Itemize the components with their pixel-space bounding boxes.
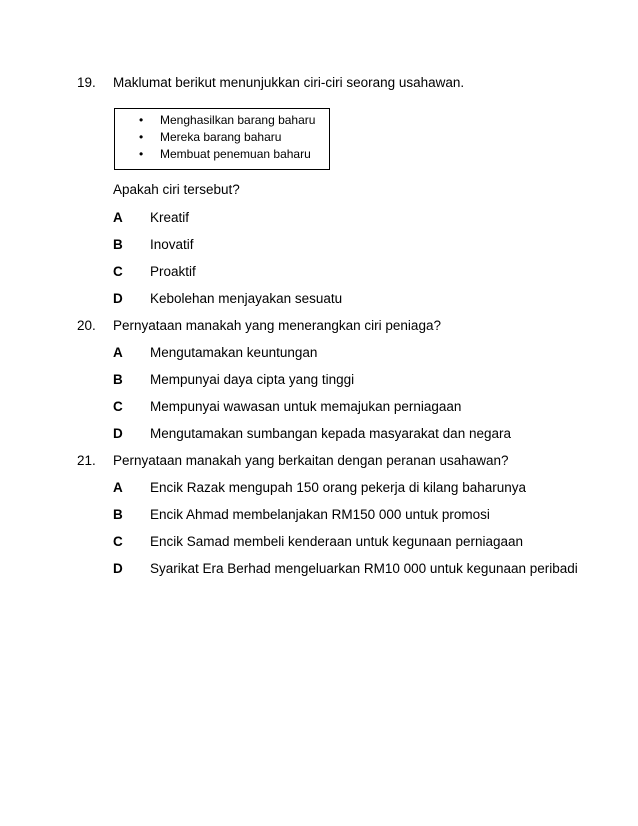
q20-option-d-text: Mengutamakan sumbangan kepada masyarakat dan negara	[150, 426, 511, 441]
bullet-icon: •	[139, 130, 144, 144]
bullet-icon: •	[139, 113, 144, 127]
q20-option-b-letter: B	[113, 372, 123, 387]
characteristics-box	[114, 108, 330, 170]
q21-option-c-text: Encik Samad membeli kenderaan untuk kegunaan perniagaan	[150, 534, 523, 549]
q19-option-c-letter: C	[113, 264, 123, 279]
q20-option-c-text: Mempunyai wawasan untuk memajukan perniagaan	[150, 399, 462, 414]
question-19-number: 19.	[77, 75, 96, 90]
q21-option-a-text: Encik Razak mengupah 150 orang pekerja di kilang baharunya	[150, 480, 526, 495]
q19-option-b-text: Inovatif	[150, 237, 194, 252]
q19-option-c-text: Proaktif	[150, 264, 196, 279]
q20-option-d-letter: D	[113, 426, 123, 441]
question-20-number: 20.	[77, 318, 96, 333]
q20-option-b-text: Mempunyai daya cipta yang tinggi	[150, 372, 355, 387]
q20-option-a-letter: A	[113, 345, 123, 360]
q21-option-d-text: Syarikat Era Berhad mengeluarkan RM10 000 untuk kegunaan peribadi	[150, 561, 578, 576]
q19-option-d-letter: D	[113, 291, 123, 306]
question-20-text: Pernyataan manakah yang menerangkan ciri peniaga?	[113, 318, 441, 333]
question-21-number: 21.	[77, 453, 96, 468]
question-19-prompt: Apakah ciri tersebut?	[113, 182, 240, 197]
q21-option-b-text: Encik Ahmad membelanjakan RM150 000 untuk promosi	[150, 507, 490, 522]
q21-option-a-letter: A	[113, 480, 123, 495]
q21-option-d-letter: D	[113, 561, 123, 576]
q21-option-b-letter: B	[113, 507, 123, 522]
bullet-icon: •	[139, 147, 144, 161]
q19-option-a-letter: A	[113, 210, 123, 225]
q20-option-a-text: Mengutamakan keuntungan	[150, 345, 318, 360]
q19-option-a-text: Kreatif	[150, 210, 190, 225]
q19-option-d-text: Kebolehan menjayakan sesuatu	[150, 291, 343, 306]
box-item-1: Menghasilkan barang baharu	[160, 113, 316, 127]
question-21-text: Pernyataan manakah yang berkaitan dengan peranan usahawan?	[113, 453, 509, 468]
box-item-2: Mereka barang baharu	[160, 130, 282, 144]
question-19-text: Maklumat berikut menunjukkan ciri-ciri seorang usahawan.	[113, 75, 465, 90]
q21-option-c-letter: C	[113, 534, 123, 549]
box-item-3: Membuat penemuan baharu	[160, 147, 311, 161]
q20-option-c-letter: C	[113, 399, 123, 414]
q19-option-b-letter: B	[113, 237, 123, 252]
